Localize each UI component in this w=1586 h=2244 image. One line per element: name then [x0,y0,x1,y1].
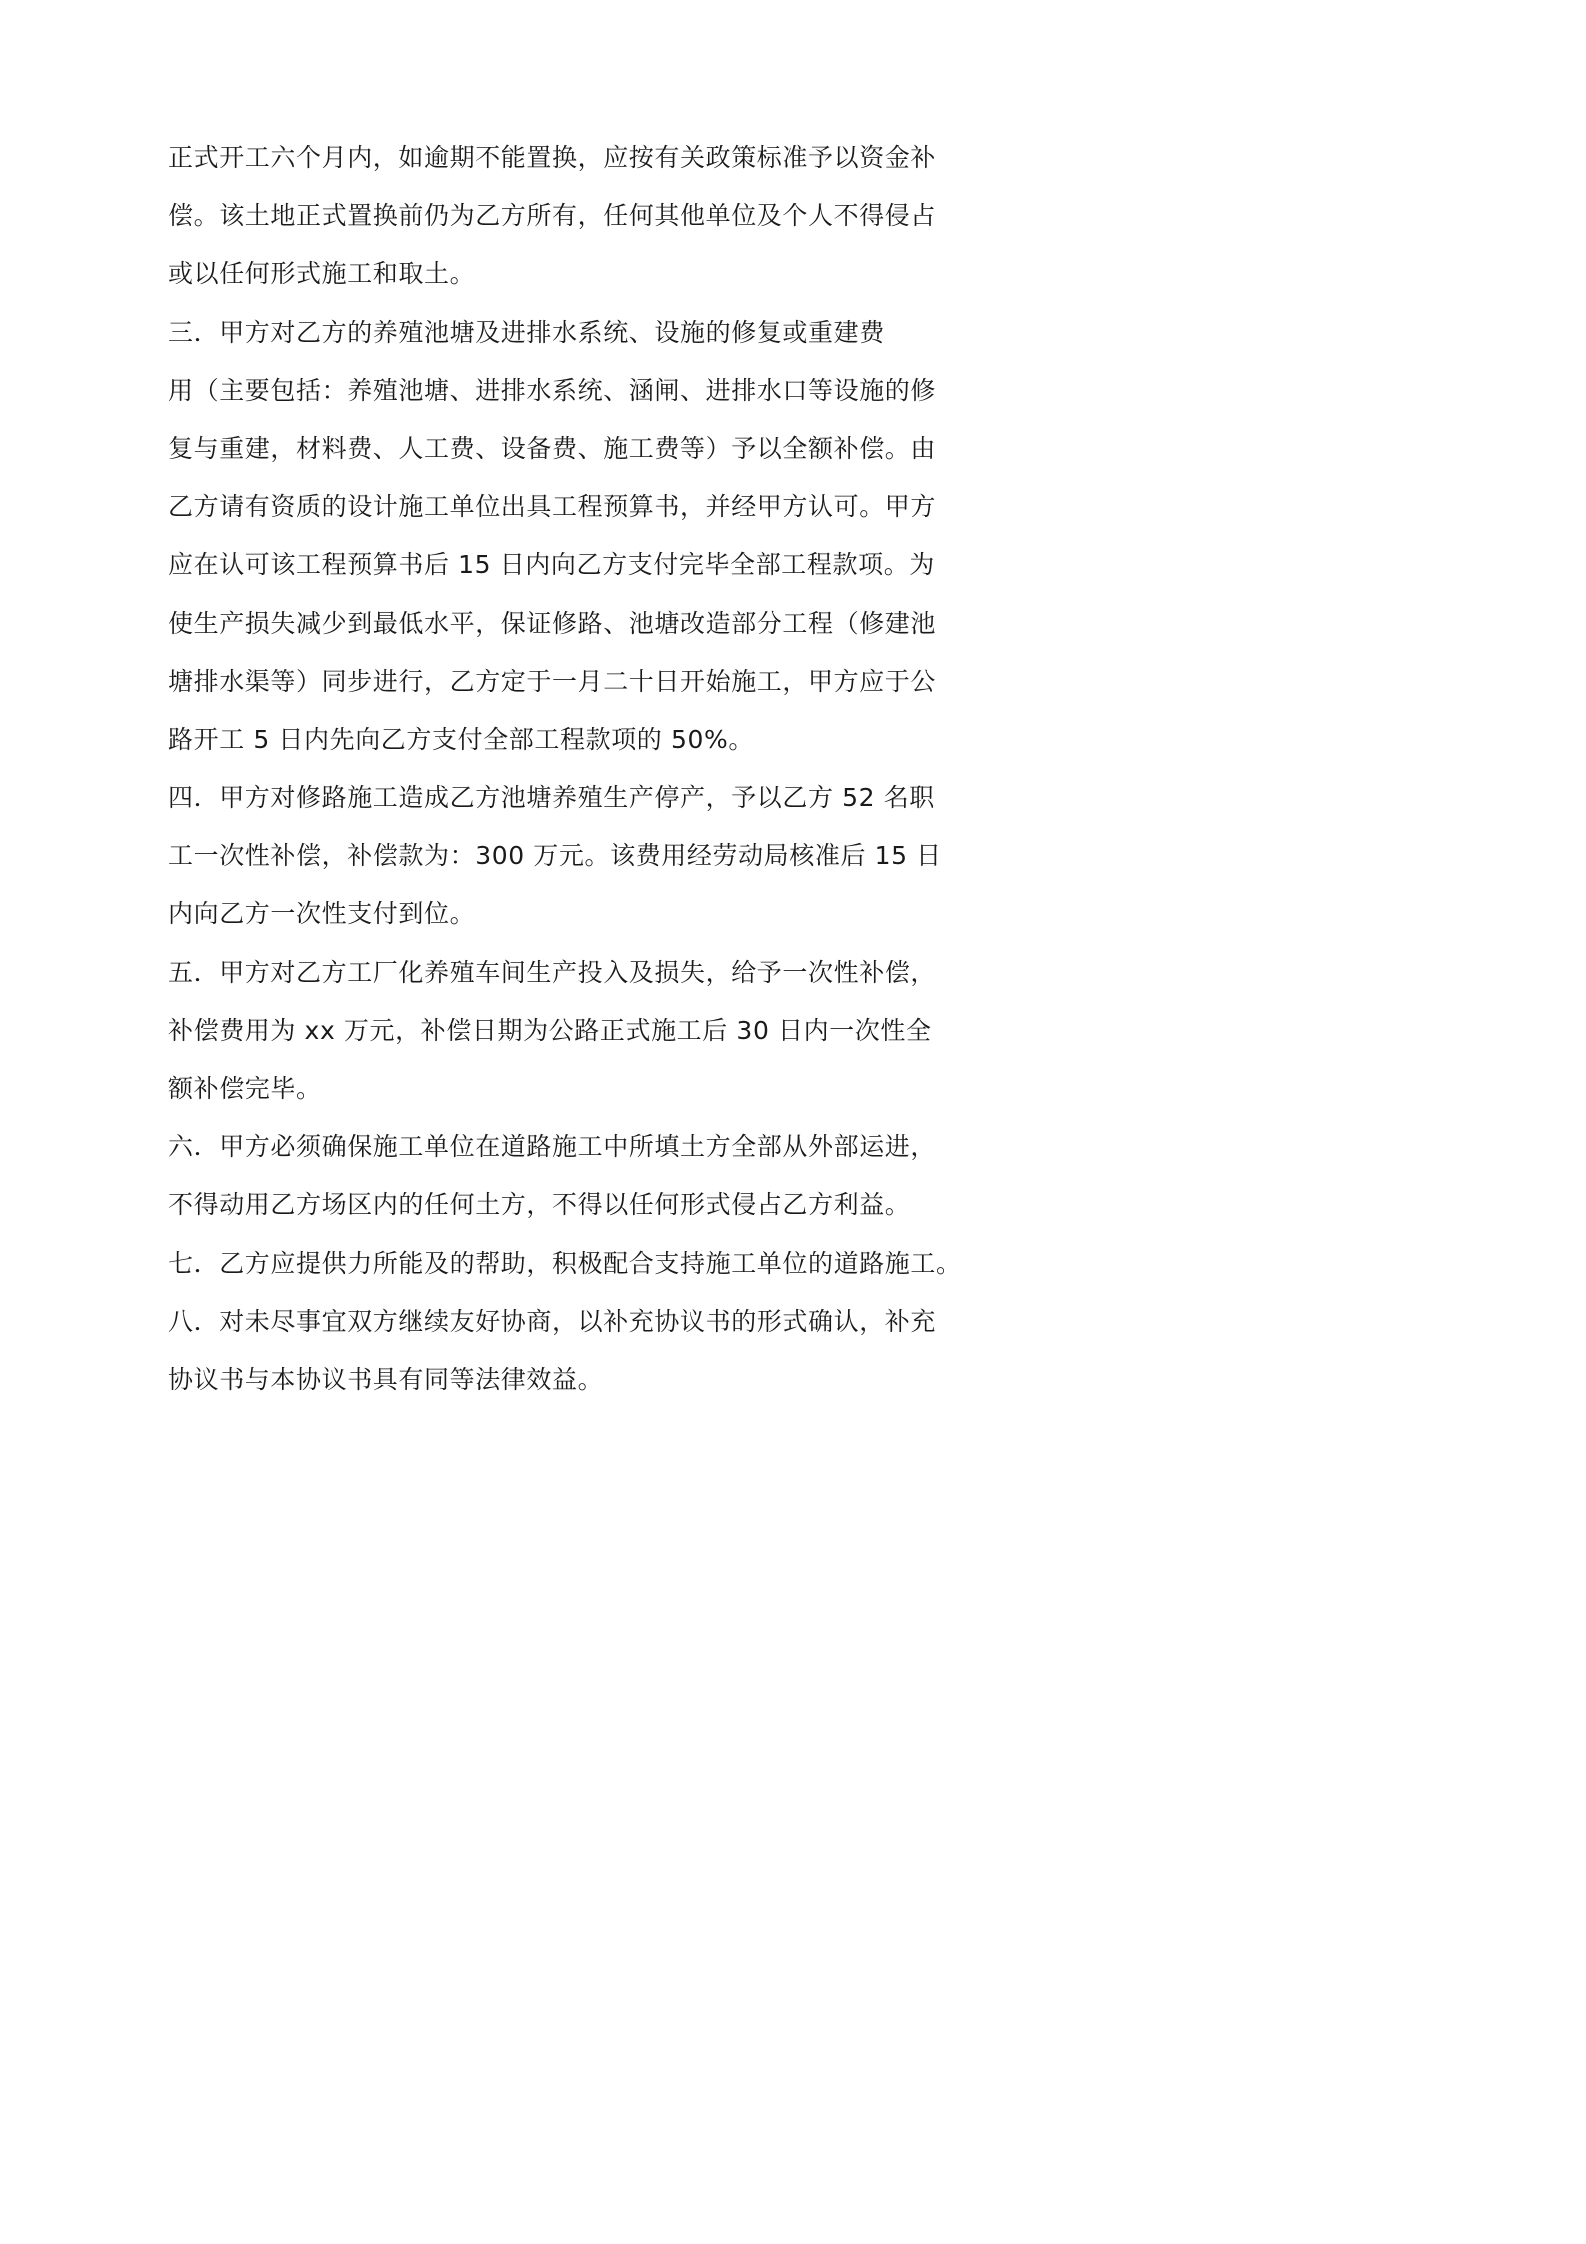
clause-5-heading-line: 五．甲方对乙方工厂化养殖车间生产投入及损失，给予一次性补偿， [168,957,937,987]
text-line: 乙方请有资质的设计施工单位出具工程预算书，并经甲方认可。甲方 [168,492,937,522]
text-line: 偿。该土地正式置换前仍为乙方所有，任何其他单位及个人不得侵占 [168,201,937,231]
text-line: 路开工 5 日内先向乙方支付全部工程款项的 50%。 [168,724,754,754]
text-line: 塘排水渠等）同步进行，乙方定于一月二十日开始施工，甲方应于公 [168,666,937,696]
text-line: 复与重建，材料费、人工费、设备费、施工费等）予以全额补偿。由 [168,433,937,463]
document-body [168,129,962,1409]
text-line: 正式开工六个月内，如逾期不能置换，应按有关政策标准予以资金补 [168,143,937,172]
clause-7-line: 七．乙方应提供力所能及的帮助，积极配合支持施工单位的道路施工。 [168,1248,962,1278]
clause-6-heading-line: 六．甲方必须确保施工单位在道路施工中所填土方全部从外部运进， [168,1132,937,1162]
document-page [0,0,1100,1556]
text-line: 或以任何形式施工和取土。 [168,259,476,289]
text-line: 应在认可该工程预算书后 15 日内向乙方支付完毕全部工程款项。为 [168,550,935,580]
text-line: 协议书与本协议书具有同等法律效益。 [168,1364,604,1394]
clause-8-heading-line: 八．对未尽事宜双方继续友好协商，以补充协议书的形式确认，补充 [168,1306,937,1336]
clause-4-heading-line: 四．甲方对修路施工造成乙方池塘养殖生产停产，予以乙方 52 名职 [168,783,935,813]
text-line: 用（主要包括：养殖池塘、进排水系统、涵闸、进排水口等设施的修 [168,375,937,405]
text-line: 补偿费用为 xx 万元，补偿日期为公路正式施工后 30 日内一次性全 [168,1015,932,1045]
clause-3-heading-line: 三．甲方对乙方的养殖池塘及进排水系统、设施的修复或重建费 [168,317,885,347]
text-line: 额补偿完毕。 [168,1074,322,1103]
text-line: 使生产损失减少到最低水平，保证修路、池塘改造部分工程（修建池 [168,608,937,638]
text-line: 内向乙方一次性支付到位。 [168,899,476,929]
text-line: 不得动用乙方场区内的任何土方，不得以任何形式侵占乙方利益。 [168,1190,911,1220]
text-line: 工一次性补偿，补偿款为：300 万元。该费用经劳动局核准后 15 日 [168,841,942,871]
